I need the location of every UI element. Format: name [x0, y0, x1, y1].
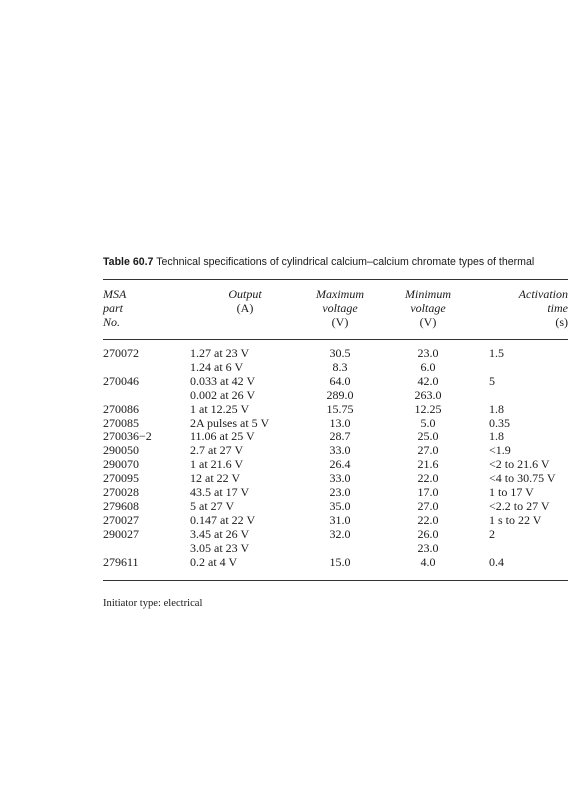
table-row — [103, 417, 568, 431]
cell-min: 25.0 — [417, 430, 439, 444]
cell-min: 42.0 — [417, 374, 439, 388]
cell-min: 27.0 — [417, 499, 439, 513]
cell-output: 2A pulses at 5 V — [190, 416, 270, 430]
cell-max: 23.0 — [329, 486, 351, 499]
header-maximum-voltage: Maximum voltage (V) — [316, 287, 364, 329]
cell-act: 1.8 — [489, 402, 504, 416]
cell-part: 270027 — [103, 513, 139, 527]
cell-part: 279608 — [103, 499, 139, 513]
cell-part: 270072 — [103, 347, 139, 360]
table-row — [103, 486, 568, 500]
cell-output: 2.7 at 27 V — [190, 444, 244, 458]
table-row — [103, 347, 568, 361]
cell-max: 35.0 — [329, 499, 351, 513]
table-row — [103, 430, 568, 444]
cell-output: 0.002 at 26 V — [190, 388, 256, 402]
table-caption — [103, 256, 568, 268]
cell-max: 26.4 — [329, 458, 351, 472]
cell-min: 263.0 — [414, 388, 442, 402]
cell-output: 0.2 at 4 V — [190, 555, 238, 569]
cell-part: 270085 — [103, 416, 139, 430]
cell-part: 270036−2 — [103, 430, 152, 444]
cell-act: 1 to 17 V — [489, 486, 534, 499]
table-row — [103, 542, 568, 556]
cell-output: 1.24 at 6 V — [190, 360, 244, 374]
cell-act: 2 — [489, 527, 495, 541]
cell-part: 270095 — [103, 472, 139, 486]
table-row — [103, 528, 568, 542]
table-row — [103, 375, 568, 389]
cell-output: 1.27 at 23 V — [190, 347, 250, 360]
table-row — [103, 500, 568, 514]
table-row — [103, 389, 568, 403]
cell-part: 270028 — [103, 486, 139, 499]
header-part-no: MSA part No. — [103, 287, 127, 329]
cell-max: 32.0 — [329, 527, 351, 541]
cell-act: <2.2 to 27 V — [489, 499, 550, 513]
cell-act: <1.9 — [489, 444, 511, 458]
cell-min: 22.0 — [417, 472, 439, 486]
bottom-rule — [103, 580, 568, 581]
cell-min: 5.0 — [420, 416, 436, 430]
cell-output: 12 at 22 V — [190, 472, 241, 486]
cell-part: 279611 — [103, 555, 139, 569]
cell-act: 1.5 — [489, 347, 504, 360]
cell-max: 13.0 — [329, 416, 351, 430]
cell-min: 6.0 — [420, 360, 436, 374]
cell-max: 15.0 — [329, 555, 351, 569]
cell-output: 1 at 12.25 V — [190, 402, 250, 416]
header-rule — [103, 339, 568, 340]
cell-act: <2 to 21.6 V — [489, 458, 550, 472]
table-number: Table 60.7 — [103, 256, 154, 268]
header-minimum-voltage: Minimum voltage (V) — [405, 287, 451, 329]
cell-min: 23.0 — [417, 347, 439, 360]
cell-output: 0.033 at 42 V — [190, 374, 256, 388]
cell-part: 290050 — [103, 444, 139, 458]
cell-output: 5 at 27 V — [190, 499, 235, 513]
cell-max: 31.0 — [329, 513, 351, 527]
cell-part: 290070 — [103, 458, 139, 472]
cell-min: 26.0 — [417, 527, 439, 541]
table-row — [103, 556, 568, 570]
cell-min: 23.0 — [417, 541, 439, 555]
cell-output: 3.45 at 26 V — [190, 527, 250, 541]
table-row — [103, 444, 568, 458]
cell-output: 3.05 at 23 V — [190, 541, 250, 555]
cell-max: 289.0 — [326, 388, 354, 402]
cell-act: 0.4 — [489, 555, 504, 569]
top-rule — [103, 279, 568, 280]
table-row — [103, 458, 568, 472]
cell-max: 15.75 — [326, 402, 354, 416]
table-row — [103, 361, 568, 375]
cell-max: 33.0 — [329, 444, 351, 458]
cell-output: 0.147 at 22 V — [190, 513, 256, 527]
cell-max: 8.3 — [332, 360, 348, 374]
table-row — [103, 514, 568, 528]
cell-min: 21.6 — [417, 458, 439, 472]
cell-act: 0.35 — [489, 416, 510, 430]
cell-output: 1 at 21.6 V — [190, 458, 244, 472]
cell-max: 30.5 — [329, 347, 351, 360]
cell-part: 290027 — [103, 527, 139, 541]
header-activation-time: Activation time (s) — [518, 287, 568, 329]
cell-min: 17.0 — [417, 486, 439, 499]
cell-max: 33.0 — [329, 472, 351, 486]
table-row — [103, 472, 568, 486]
cell-min: 27.0 — [417, 444, 439, 458]
cell-min: 4.0 — [420, 555, 436, 569]
cell-part: 270086 — [103, 402, 139, 416]
cell-output: 11.06 at 25 V — [190, 430, 255, 444]
cell-min: 22.0 — [417, 513, 439, 527]
cell-act: 5 — [489, 374, 495, 388]
cell-output: 43.5 at 17 V — [190, 486, 250, 499]
cell-part: 270046 — [103, 374, 139, 388]
cell-max: 28.7 — [329, 430, 351, 444]
cell-act: 1.8 — [489, 430, 504, 444]
header-output: Output (A) — [228, 287, 262, 315]
table-title: Technical specifications of cylindrical calcium–calcium chromate types of thermal — [156, 256, 535, 268]
table-footnote: Initiator type: electrical — [103, 598, 203, 609]
cell-max: 64.0 — [329, 374, 351, 388]
table-row — [103, 403, 568, 417]
cell-act: <4 to 30.75 V — [489, 472, 556, 486]
cell-min: 12.25 — [414, 402, 442, 416]
cell-act: 1 s to 22 V — [489, 513, 542, 527]
